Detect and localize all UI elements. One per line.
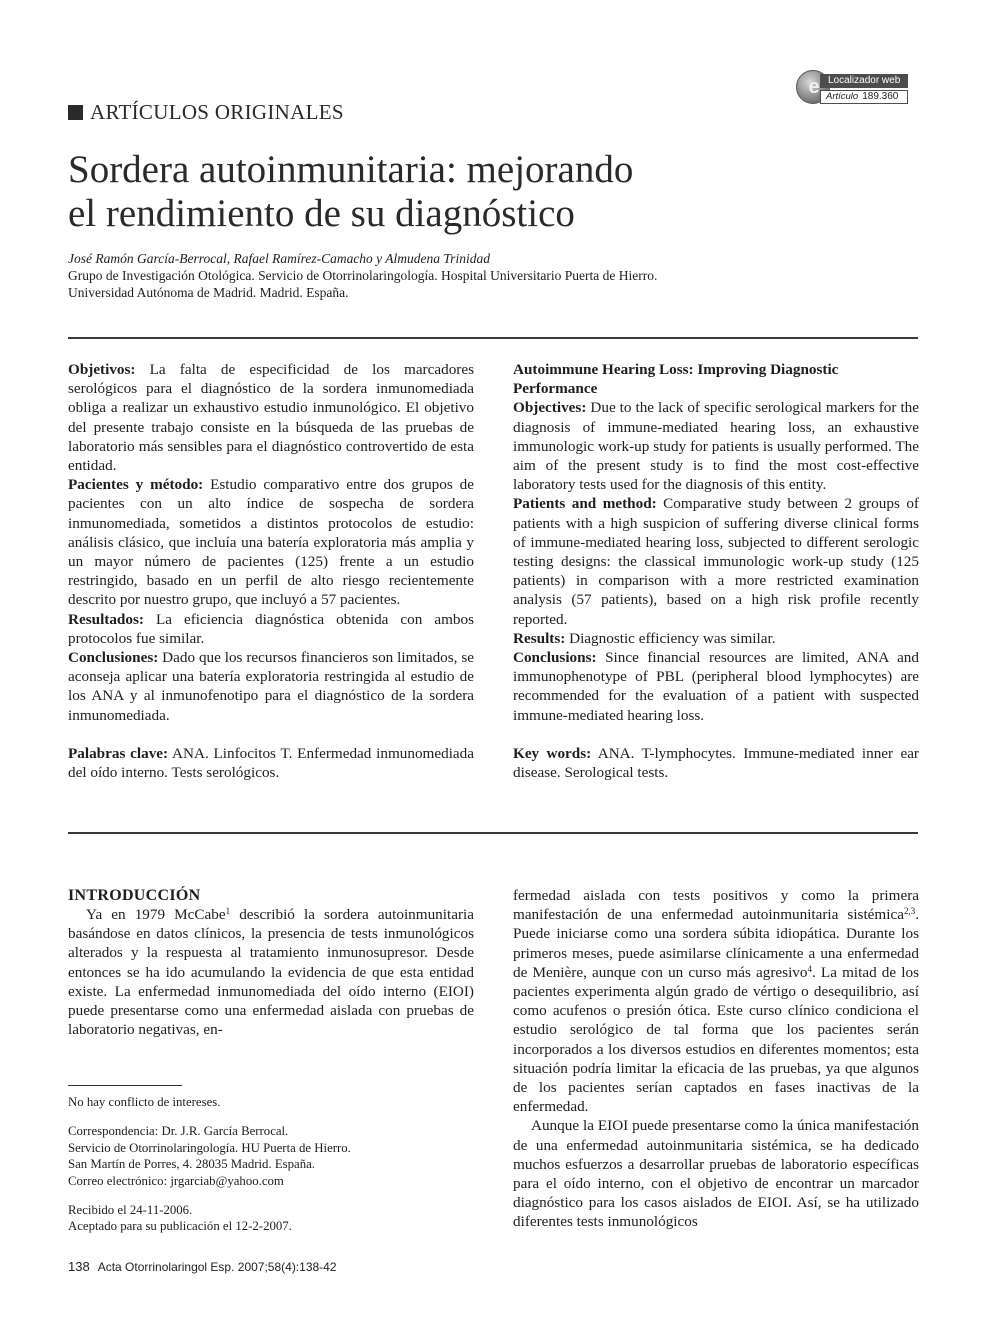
conflict-statement: No hay conflicto de intereses. (68, 1095, 221, 1109)
body-left-column (68, 886, 474, 1039)
abstract-objectives: Objectives: Due to the lack of specific serological markers for the diagnosis of immune-mediated hearing loss, an exhaustive immunologic work-up study for patients is usually performed. The aim of the present study is to find the most cost-effective laboratory tests used for the diagnosis of this entity. (513, 399, 919, 494)
reference-2-3: 2,3 (903, 906, 916, 917)
reference-1: 1 (225, 906, 231, 916)
intro-heading: INTRODUCCIÓN (68, 887, 201, 904)
accepted-date: Aceptado para su publicación el 12-2-2007. (68, 1219, 292, 1234)
abstract-bottom-rule (68, 832, 918, 834)
authors: José Ramón García-Berrocal, Rafael Ramírez-Camacho y Almudena Trinidad (68, 251, 490, 266)
keywords-english: Key words: ANA. T-lymphocytes. Immune-mediated inner ear disease. Serological tests. (513, 744, 919, 782)
correspondence-line: San Martín de Porres, 4. 28035 Madrid. España. (68, 1157, 316, 1172)
footnote-rule (68, 1085, 182, 1086)
article-title (68, 148, 828, 236)
abstract-conclusiones: Conclusiones: Dado que los recursos financieros son limitados, se aconseja aplicar una batería exploratoria restringida al estudio de los ANA y al inmunofenotipo para el diagnóstico de la sordera inmunomediada. (68, 649, 474, 724)
abstract-objetivos: Objetivos: La falta de especificidad de los marcadores serológicos para el diagnóstico de la sordera inmunomediada obliga a realizar un exhaustivo estudio inmunológico. El objetivo del presente trabajo consiste en la búsqueda de las pruebas de laboratorio más sensibles para el diagnóstico controvertido de esta entidad. (68, 361, 474, 475)
correspondence-line: Correspondencia: Dr. J.R. García Berrocal. (68, 1124, 289, 1139)
page-number: 138 (68, 1259, 90, 1274)
abstract-method: Patients and method: Comparative study between 2 groups of patients with a high suspicion of suffering diverse clinical forms of immune-mediated hearing loss, subjected to different serologic testing designs: the classical immunologic work-up study (125 patients) in comparison with a more restricted examination analysis (57 patients), based on a high risk profile recently reported. (513, 495, 919, 628)
title-line-1: Sordera autoinmunitaria: mejorando (68, 148, 634, 191)
abstract-metodo: Pacientes y método: Estudio comparativo entre dos grupos de pacientes con un alto índice de sospecha de sordera inmunomediada, sometidos a distintos protocolos de estudio: análisis clásico, que incluía una batería exploratoria más amplia y un mayor número de pacientes (125) frente a un estudio restringido, basado en un perfil de alto riesgo recientemente descrito por nuestro grupo, que incluyó a 57 pacientes. (68, 476, 474, 609)
abstract-top-rule (68, 337, 918, 339)
intro-paragraph-1: Ya en 1979 McCabe$^1$ describió la sordera autoinmunitaria basándose en datos clínicos, la presencia de tests inmunológicos alterados y la respuesta al tratamiento inmunosupresor. Desde entonces se ha ido acumulando la evidencia de que esta entidad existe. La enfermedad inmunomediada del oído interno (EIOI) puede presentarse como una enfermedad aislada con pruebas de laboratorio negativas, en- (68, 906, 474, 1039)
correspondence-line: Servicio de Otorrinolaringología. HU Puerta de Hierro. (68, 1140, 351, 1155)
footnotes (68, 1094, 474, 1235)
abstract-results: Results: Diagnostic efficiency was similar. (513, 629, 776, 647)
e-logo-icon: e (796, 70, 830, 104)
square-bullet-icon (68, 105, 83, 120)
intro-paragraph-1-cont: fermedad aislada con tests positivos y como la primera manifestación de una enfermedad autoinmunitaria sistémica$^{2,3}$. Puede iniciarse como una sordera súbita idiopática. Durante los primeros meses, puede asimilarse clínicamente a una enfermedad de Menière, aunque con un curso más agresivo$^4$. La mitad de los pacientes experimenta algún grado de vértigo o desequilibrio, así como acufenos o presión ótica. Este curso clínico condiciona el estudio serológico de tal forma que los pacientes serán incorporados a los diversos estudios en diferentes momentos; esta situación podría limitar la eficacia de las pruebas, ya que algunos de los pacientes serían captados en fases inactivas de la enfermedad. (513, 887, 919, 1116)
intro-paragraph-2: Aunque la EIOI puede presentarse como la única manifestación de una enfermedad autoinmunitaria sistémica, se ha dedicado muchos esfuerzos a desarrollar pruebas de laboratorio específicas para el oído interno, con el objetivo de encontrar un marcador diagnóstico para los casos aislados de EIOI. Así, se ha utilizado diferentes tests inmunológicos (513, 1117, 919, 1231)
article-locator: Artículo 189.360 (820, 90, 908, 104)
web-locator-label: Localizador web (820, 74, 908, 88)
reference-4: 4 (807, 963, 812, 974)
keywords-spanish: Palabras clave: ANA. Linfocitos T. Enfermedad inmunomediada del oído interno. Tests serológicos. (68, 744, 474, 782)
article-number: 189.360 (862, 91, 899, 102)
abstract-english (513, 360, 919, 782)
page-footer (68, 1259, 337, 1275)
abstract-english-title: Autoimmune Hearing Loss: Improving Diagnostic Performance (513, 361, 839, 398)
web-locator-badge[interactable] (796, 70, 912, 108)
section-label: ARTÍCULOS ORIGINALES (68, 98, 344, 126)
correspondence-email: Correo electrónico: jrgarciab@yahoo.com (68, 1173, 284, 1188)
received-date: Recibido el 24-11-2006. (68, 1203, 193, 1218)
abstract-resultados: Resultados: La eficiencia diagnóstica obtenida con ambos protocolos fue similar. (68, 610, 474, 647)
body-right-column (513, 886, 919, 1232)
affiliation: Grupo de Investigación Otológica. Servicio de Otorrinolaringología. Hospital Universitario Puerta de Hierro. Universidad Autónoma de Madrid. Madrid. España. (68, 268, 658, 300)
abstract-conclusions: Conclusions: Since financial resources are limited, ANA and immunophenotype of PBL (peripheral blood lymphocytes) are recommended for the evaluation of a patient with suspected immune-mediated hearing loss. (513, 649, 919, 724)
abstract-spanish (68, 360, 474, 782)
title-line-2: el rendimiento de su diagnóstico (68, 192, 575, 235)
journal-citation: Acta Otorrinolaringol Esp. 2007;58(4):138-42 (97, 1260, 337, 1274)
